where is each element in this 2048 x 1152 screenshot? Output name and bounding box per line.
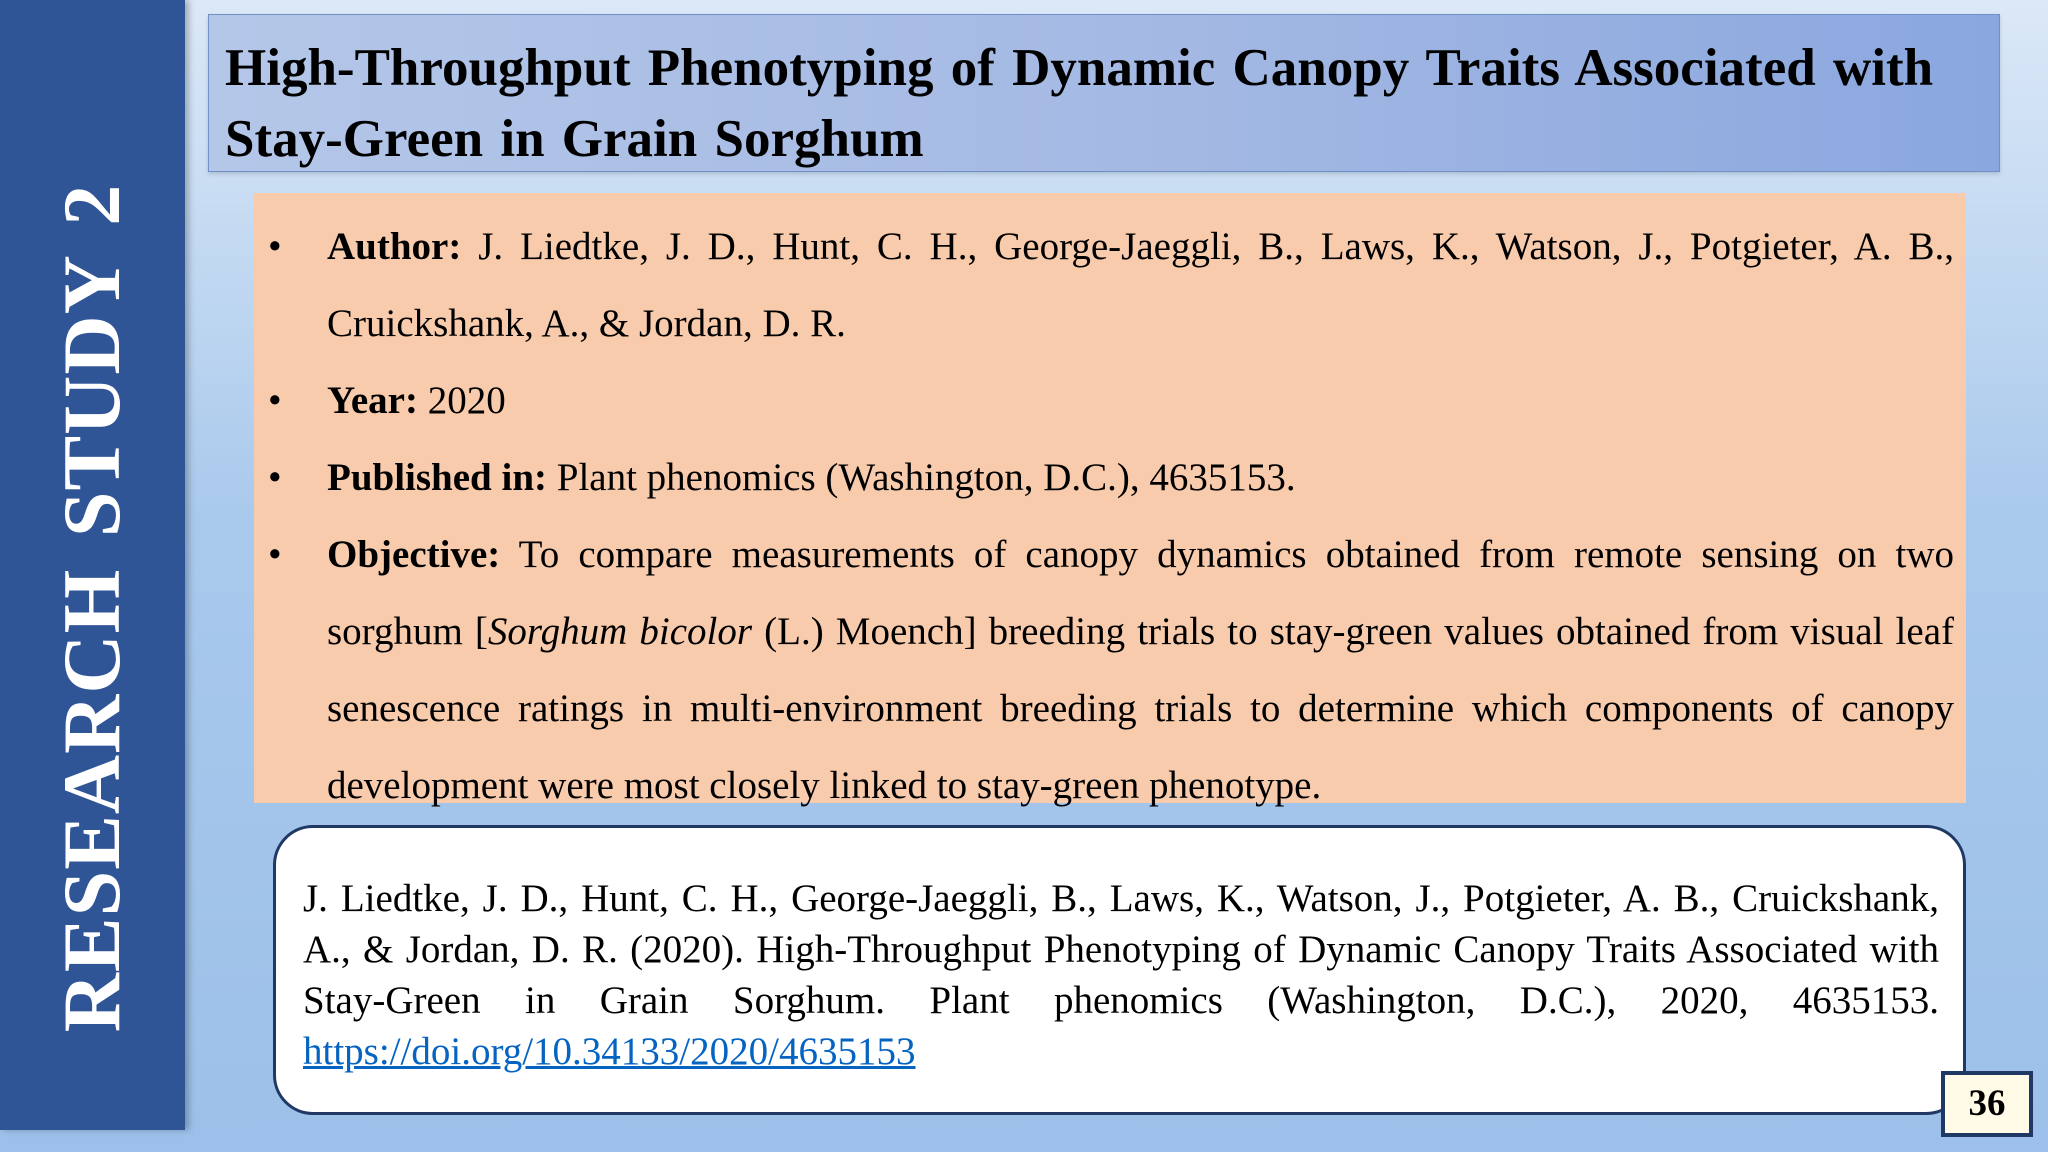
year-value: 2020 — [427, 379, 506, 422]
reference-citation: J. Liedtke, J. D., Hunt, C. H., George-Jaeggli, B., Laws, K., Watson, J., Potgieter, A. B., Cruickshank, A., & Jordan, D. R. (2020). High-Throughput Phenotyping of Dynamic Canopy Traits Associated with Stay-Green in Grain Sorghum. Plant phenomics (Washington, D.C.), 2020, 4635153. — [303, 877, 1939, 1022]
page-number: 36 — [1941, 1071, 2033, 1137]
year-label: Year: — [327, 379, 418, 422]
sidebar — [0, 0, 185, 1130]
objective-label: Objective: — [327, 533, 501, 576]
published-item — [254, 439, 1954, 516]
slide-title: High-Throughput Phenotyping of Dynamic Canopy Traits Associated with Stay-Green in Grain Sorghum — [225, 39, 1934, 168]
study-details-box — [254, 193, 1966, 807]
title-banner — [208, 14, 2000, 172]
study-details-list — [254, 208, 1954, 824]
author-item — [254, 208, 1954, 362]
objective-text-after: (L.) Moench] breeding trials to stay-green values obtained from visual leaf senescence ratings in multi-environment breeding trials to determine which components of canopy development were most closely linked to stay-green phenotype. — [327, 610, 1954, 807]
author-label: Author: — [327, 225, 462, 268]
doi-link[interactable]: https://doi.org/10.34133/2020/4635153 — [303, 1030, 916, 1073]
published-label: Published in: — [327, 456, 548, 499]
bullet-icon: • — [268, 379, 282, 422]
reference-box — [273, 825, 1966, 1115]
objective-text-before: To compare measurements of canopy dynamics obtained from remote sensing on two sorghum [ — [327, 533, 1954, 653]
reference-text — [303, 873, 1939, 1077]
bullet-icon: • — [268, 225, 282, 268]
author-value: J. Liedtke, J. D., Hunt, C. H., George-Jaeggli, B., Laws, K., Watson, J., Potgieter, A. B., Cruickshank, A., & Jordan, D. R. — [327, 225, 1954, 345]
bullet-icon: • — [268, 533, 282, 576]
published-value: Plant phenomics (Washington, D.C.), 4635153. — [556, 456, 1296, 499]
bullet-icon: • — [268, 456, 282, 499]
sidebar-label: RESEARCH STUDY 2 — [46, 183, 137, 1033]
objective-item — [254, 516, 1954, 824]
objective-species-name: Sorghum bicolor — [487, 610, 753, 653]
year-item — [254, 362, 1954, 439]
